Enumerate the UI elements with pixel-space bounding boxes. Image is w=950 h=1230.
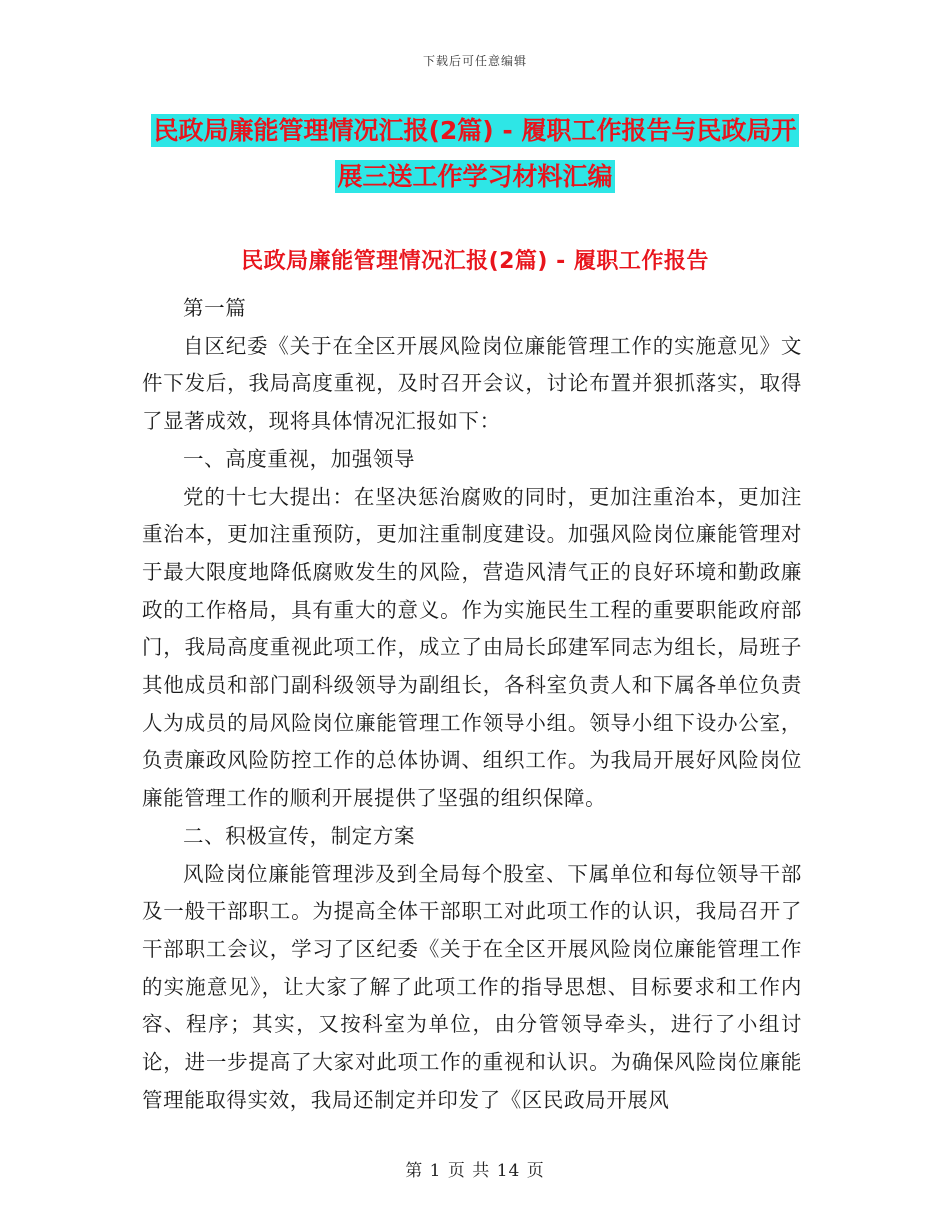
paragraph-section-1: 党的十七大提出：在坚决惩治腐败的同时，更加注重治本，更加注重治本，更加注重预防，更加注重制度建设。加强风险岗位廉能管理对于最大限度地降低腐败发生的风险，营造风清气正的良好环境和勤政廉政的工作格局，具有重大的意义。作为实施民生工程的重要职能政府部门，我局高度重视此项工作，成立了由局长邱建军同志为组长，局班子其他成员和部门副科级领导为副组长，各科室负责人和下属各单位负责人为成员的局风险岗位廉能管理工作领导小组。领导小组下设办公室，负责廉政风险防控工作的总体协调、组织工作。为我局开展好风险岗位廉能管理工作的顺利开展提供了坚强的组织保障。 [142, 484, 802, 811]
document-title [142, 108, 808, 200]
document-title-text: 民政局廉能管理情况汇报(2篇) - 履职工作报告与民政局开展三送工作学习材料汇编 [153, 116, 797, 191]
paragraph-part-label: 第一篇 [183, 296, 247, 320]
page-footer: 第 1 页 共 14 页 [405, 1161, 545, 1181]
heading-section-2: 二、积极宣传，制定方案 [183, 823, 416, 848]
paragraph-intro: 自区纪委《关于在全区开展风险岗位廉能管理工作的实施意见》文件下发后，我局高度重视，及时召开会议，讨论布置并狠抓落实，取得了显著成效，现将具体情况汇报如下： [142, 333, 802, 434]
paragraph-section-2: 风险岗位廉能管理涉及到全局每个股室、下属单位和每位领导干部及一般干部职工。为提高全体干部职工对此项工作的认识，我局召开了干部职工会议，学习了区纪委《关于在全区开展风险岗位廉能管理工作的实施意见》，让大家了解了此项工作的指导思想、目标要求和工作内容、程序；其实，又按科室为单位，由分管领导牵头，进行了小组讨论，进一步提高了大家对此项工作的重视和认识。为确保风险岗位廉能管理能取得实效，我局还制定并印发了《区民政局开展风 [142, 861, 802, 1112]
section-title: 民政局廉能管理情况汇报(2篇) - 履职工作报告 [241, 249, 709, 274]
heading-section-1: 一、高度重视，加强领导 [183, 446, 416, 471]
header-note: 下载后可任意编辑 [422, 54, 527, 68]
document-body [142, 290, 802, 1119]
